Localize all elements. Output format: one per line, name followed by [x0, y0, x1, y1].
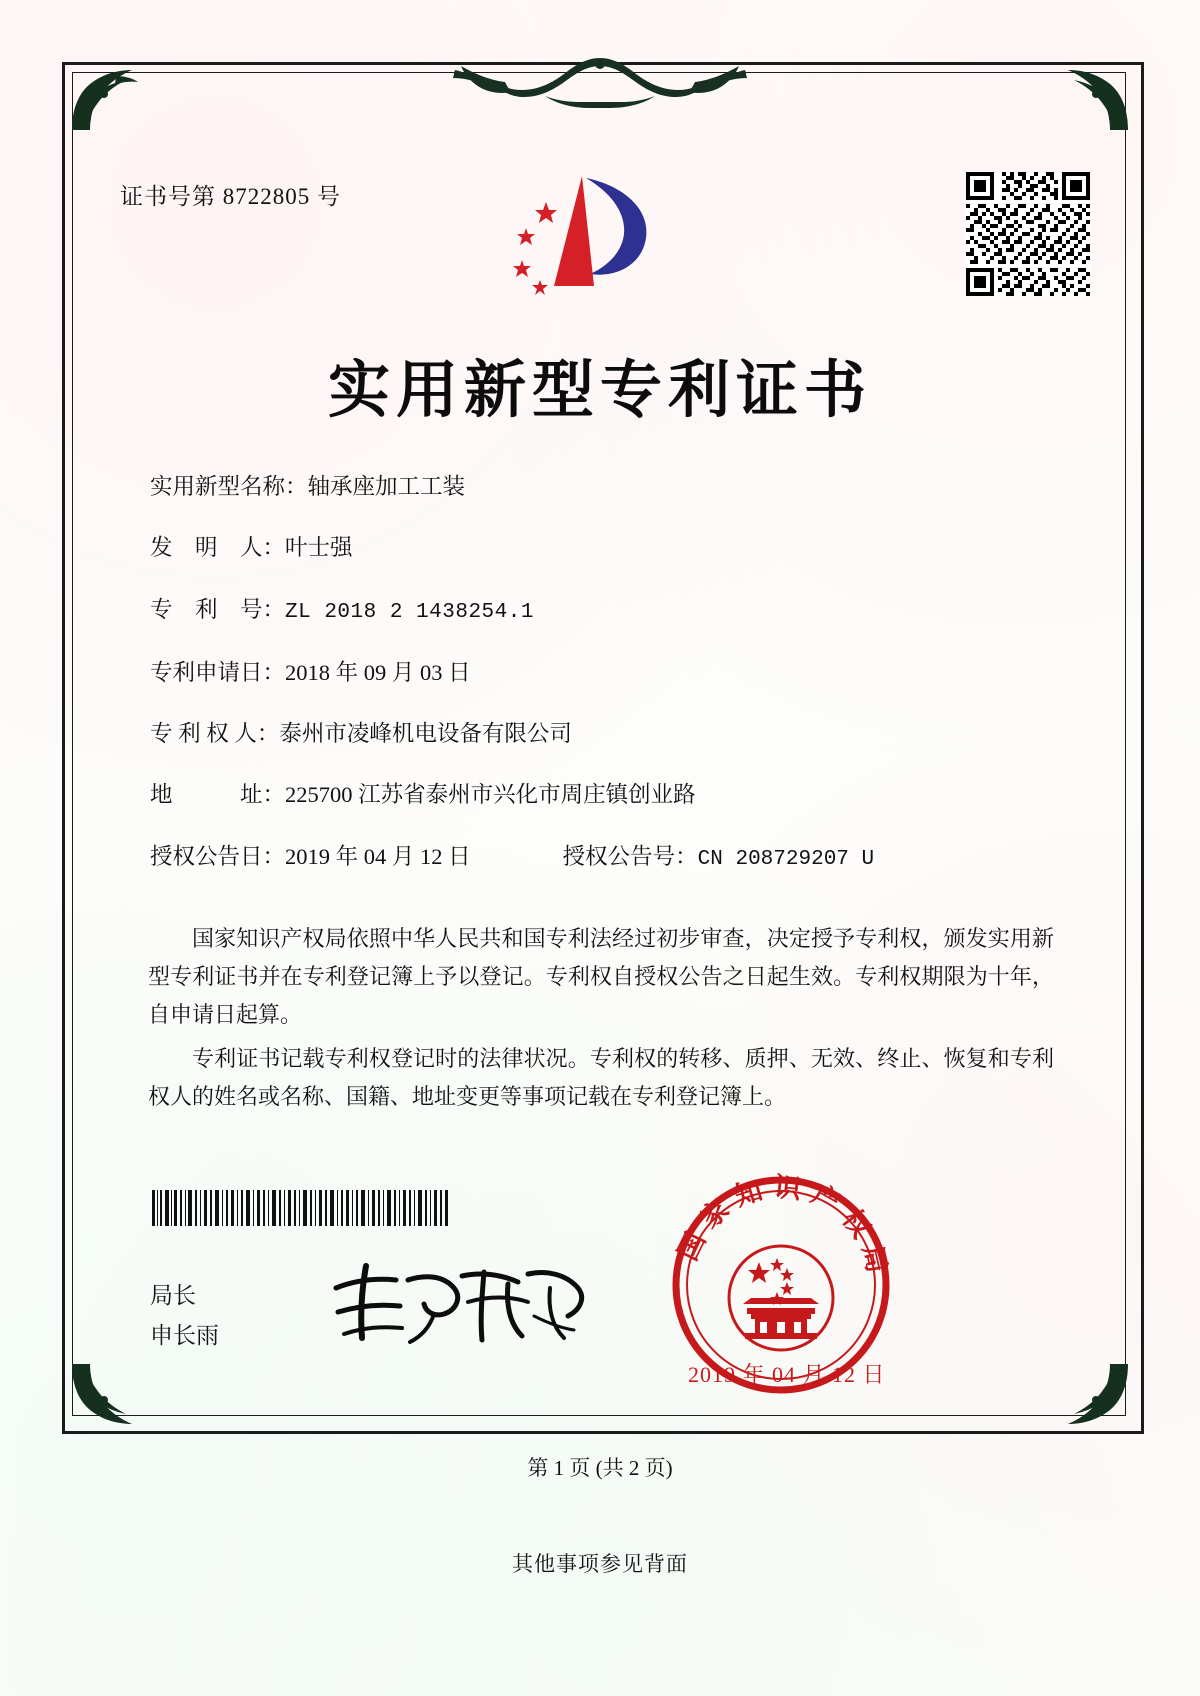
page-number: 第 1 页 (共 2 页)	[527, 1456, 673, 1480]
svg-text:国家知识产权局: 国家知识产权局	[672, 1172, 894, 1285]
field-row	[150, 595, 1050, 626]
field-list	[150, 472, 1050, 905]
field-label: 实用新型名称：	[150, 474, 308, 499]
director-name: 申长雨	[150, 1323, 219, 1348]
legal-text	[148, 920, 1054, 1122]
grant-date-value: 2019 年 04 月 12 日	[285, 843, 471, 869]
field-value: 轴承座加工工装	[307, 474, 466, 499]
cnipa-logo-icon	[490, 168, 670, 308]
field-value: ZL 2018 2 1438254.1	[285, 600, 534, 624]
field-row	[150, 719, 1050, 748]
corner-ornament-icon	[66, 1358, 162, 1428]
field-label: 专利申请日：	[150, 659, 286, 685]
barcode-icon	[152, 1190, 452, 1226]
certificate-number: 证书号第 8722805 号	[120, 184, 341, 209]
signature-block	[150, 1276, 219, 1356]
grant-number-value: CN 208729207 U	[697, 847, 875, 871]
page-title: 实用新型专利证书	[327, 353, 872, 426]
field-row	[150, 533, 1050, 562]
field-value: 叶士强	[285, 535, 353, 561]
top-ornament-icon	[385, 52, 815, 116]
field-row	[150, 780, 1050, 809]
corner-ornament-icon	[1038, 66, 1134, 136]
qr-code-icon	[966, 172, 1090, 296]
field-value: 2018 年 09 月 03 日	[285, 659, 471, 685]
field-row	[150, 472, 1050, 501]
field-label: 发 明 人：	[150, 535, 286, 561]
field-label: 专 利 权 人：	[150, 721, 280, 747]
handwritten-signature-icon	[322, 1258, 592, 1350]
grant-number-label: 授权公告号：	[562, 843, 698, 869]
grant-date-label: 授权公告日：	[150, 843, 286, 869]
director-label: 局长	[150, 1283, 196, 1308]
field-row	[150, 658, 1050, 687]
grant-announcement-row	[150, 842, 1050, 873]
field-value: 泰州市凌峰机电设备有限公司	[279, 721, 572, 747]
paragraph: 专利证书记载专利权登记时的法律状况。专利权的转移、质押、无效、终止、恢复和专利权人的姓名或名称、国籍、地址变更等事项记载在专利登记簿上。	[148, 1046, 1054, 1109]
back-side-note: 其他事项参见背面	[512, 1552, 688, 1576]
corner-ornament-icon	[66, 66, 162, 136]
paragraph: 国家知识产权局依照中华人民共和国专利法经过初步审查，决定授予专利权，颁发实用新型专利证书并在专利登记簿上予以登记。专利权自授权公告之日起生效。专利权期限为十年，自申请日起算。	[148, 926, 1054, 1027]
field-value: 225700 江苏省泰州市兴化市周庄镇创业路	[285, 782, 696, 808]
field-label: 专 利 号：	[150, 596, 286, 622]
corner-ornament-icon	[1038, 1358, 1134, 1428]
field-label: 地 址：	[150, 782, 286, 808]
seal-date: 2019 年 04 月 12 日	[688, 1362, 886, 1387]
